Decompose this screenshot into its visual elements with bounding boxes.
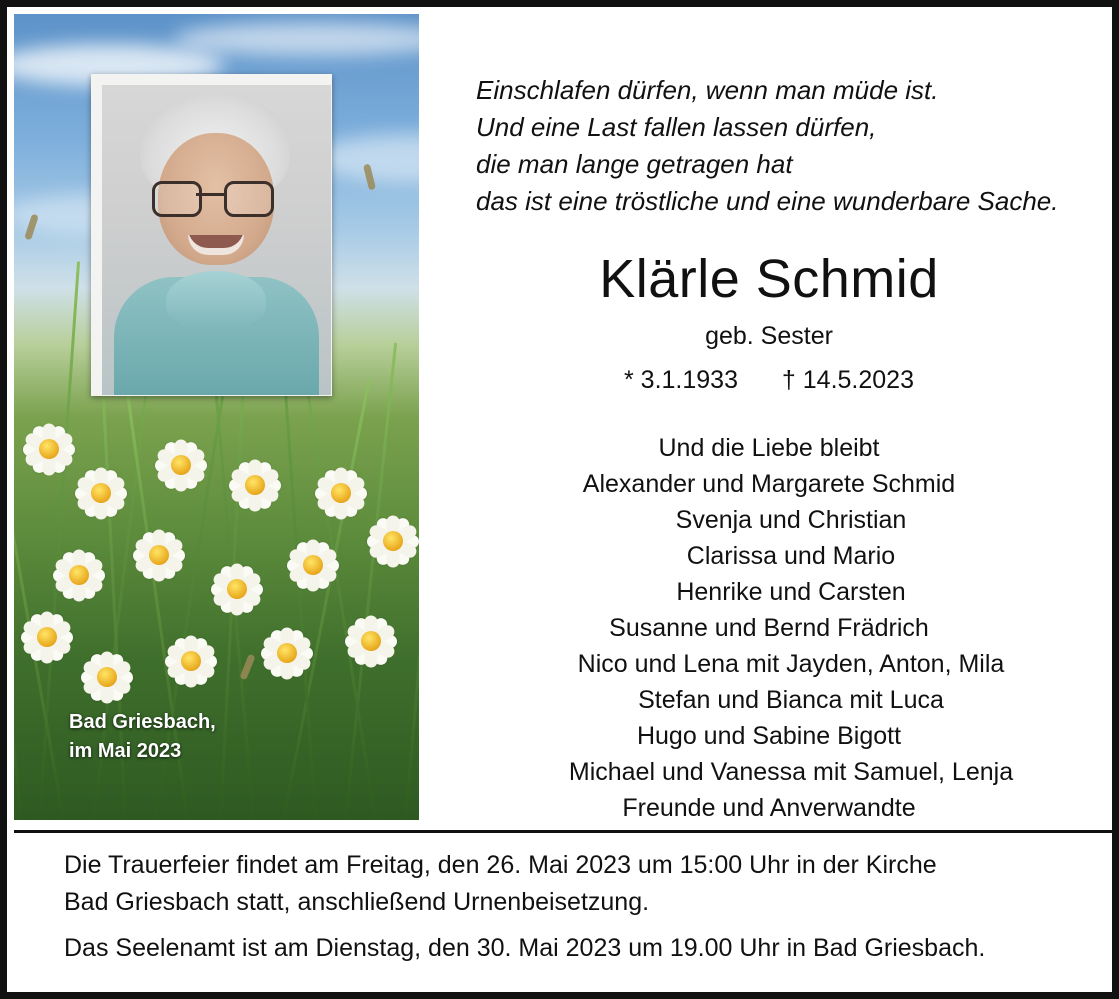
family-line: Susanne und Bernd Frädrich <box>609 614 929 642</box>
family-line-text: Michael und Vanessa mit Samuel, Lenja <box>568 758 1014 786</box>
deceased-dates <box>419 366 1119 395</box>
daisy-flower <box>314 466 368 520</box>
daisy-flower <box>52 548 106 602</box>
service-details <box>64 847 1092 967</box>
family-heading: Und die Liebe bleibt <box>658 434 880 462</box>
family-line-text: Clarissa und Mario <box>686 542 896 570</box>
daisy-flower <box>260 626 314 680</box>
family-line <box>419 502 1119 538</box>
poem-line-1: Einschlafen dürfen, wenn man müde ist. <box>476 75 939 105</box>
daisy-flower <box>210 562 264 616</box>
seed-stalk <box>239 654 255 681</box>
daisy-flower <box>132 528 186 582</box>
family-line-text: Nico und Lena mit Jayden, Anton, Mila <box>577 650 1005 678</box>
service-line-1: Die Trauerfeier findet am Freitag, den 26. Mai 2023 um 15:00 Uhr in der Kirche <box>64 851 937 879</box>
portrait-glasses-bridge <box>196 193 224 196</box>
family-line-text: Svenja und Christian <box>675 506 907 534</box>
daisy-flower <box>164 634 218 688</box>
cloud-decoration <box>174 22 419 56</box>
birth-date: * 3.1.1933 <box>624 366 738 394</box>
grass-blade <box>282 378 371 820</box>
daisy-flower <box>366 514 419 568</box>
daisy-flower <box>228 458 282 512</box>
photo-caption <box>69 708 216 766</box>
daisy-flower <box>344 614 398 668</box>
footer-divider <box>14 830 1119 833</box>
family-line-text: Henrike und Carsten <box>676 578 906 606</box>
portrait-collar <box>166 271 266 329</box>
footer-spacer <box>64 921 1092 930</box>
poem-line-4: das ist eine tröstliche und eine wunderbare Sache. <box>476 186 1059 216</box>
family-line <box>419 646 1119 682</box>
portrait-glasses-right <box>224 181 274 217</box>
meadow-photo <box>14 14 419 820</box>
portrait-photo-frame <box>91 74 332 396</box>
poem-line-2: Und eine Last fallen lassen dürfen, <box>476 112 877 142</box>
daisy-flower <box>20 610 74 664</box>
deceased-maiden-name: geb. Sester <box>705 322 833 350</box>
daisy-flower <box>22 422 76 476</box>
service-line-3: Das Seelenamt ist am Dienstag, den 30. Mai 2023 um 19.00 Uhr in Bad Griesbach. <box>64 934 986 962</box>
family-line <box>419 574 1119 610</box>
daisy-flower <box>80 650 134 704</box>
family-line: Alexander und Margarete Schmid <box>582 470 956 498</box>
family-line <box>419 754 1119 790</box>
grass-blade <box>404 322 419 820</box>
notice-text-column <box>419 14 1119 820</box>
family-line: Freunde und Anverwandte <box>622 794 916 822</box>
portrait-glasses-left <box>152 181 202 217</box>
family-line <box>419 538 1119 574</box>
family-line <box>419 682 1119 718</box>
family-line: Hugo und Sabine Bigott <box>636 722 902 750</box>
poem <box>476 72 1058 220</box>
photo-caption-line1: Bad Griesbach, <box>69 711 216 733</box>
grass-blade <box>344 342 397 820</box>
family-list <box>419 430 1119 826</box>
poem-line-3: die man lange getragen hat <box>476 149 793 179</box>
daisy-flower <box>286 538 340 592</box>
family-line-text: Stefan und Bianca mit Luca <box>638 686 944 714</box>
daisy-flower <box>154 438 208 492</box>
death-date: † 14.5.2023 <box>781 366 914 394</box>
deceased-name: Klärle Schmid <box>599 249 939 309</box>
service-line-2: Bad Griesbach statt, anschließend Urnenbeisetzung. <box>64 888 650 916</box>
photo-caption-line2: im Mai 2023 <box>69 740 182 762</box>
portrait-photo <box>102 85 331 395</box>
daisy-flower <box>74 466 128 520</box>
